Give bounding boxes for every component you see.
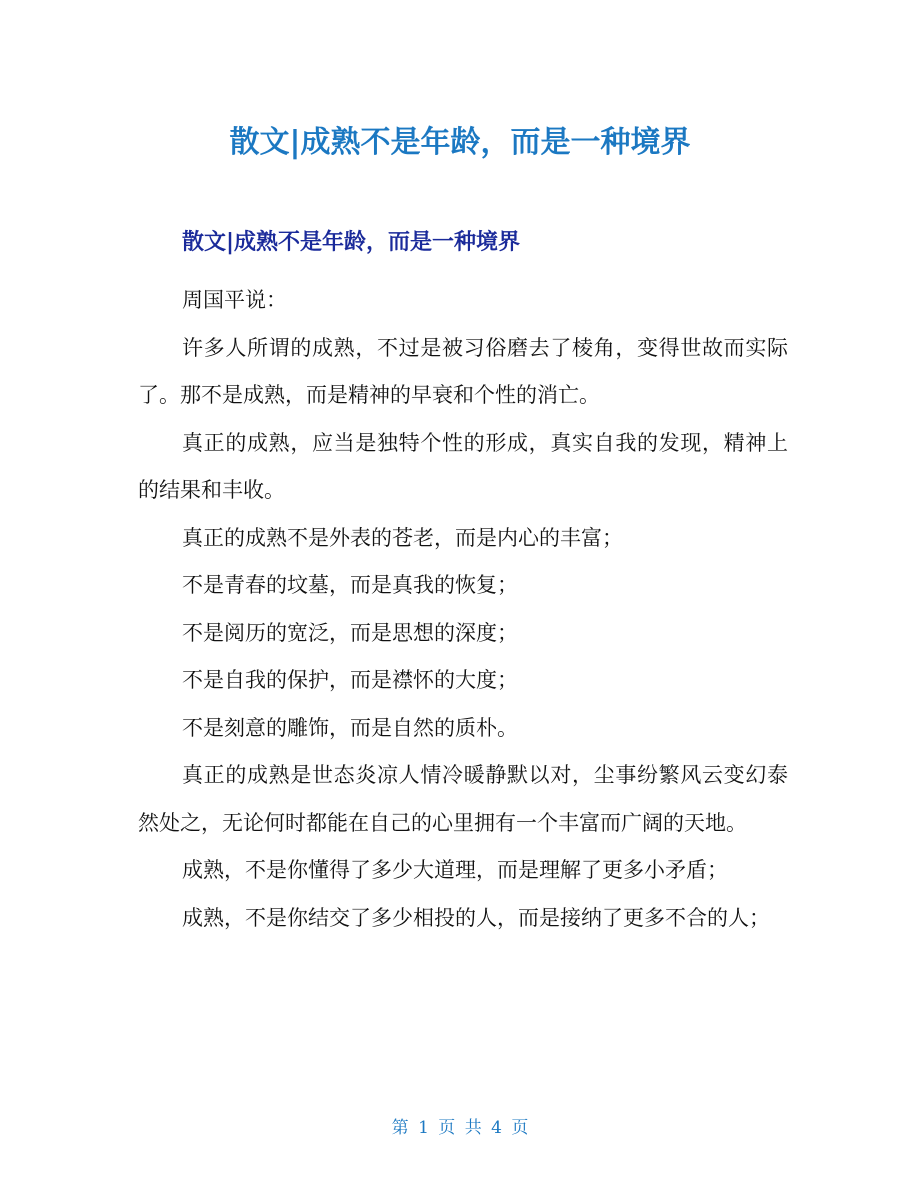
paragraph: 成熟，不是你懂得了多少大道理，而是理解了更多小矛盾； [182, 858, 728, 882]
paragraph: 不是青春的坟墓，而是真我的恢复； [182, 573, 518, 597]
page-number-footer: 第 1 页 共 4 页 [391, 1118, 529, 1138]
paragraph: 不是刻意的雕饰，而是自然的质朴。 [182, 715, 518, 740]
paragraph: 许多人所谓的成熟，不过是被习俗磨去了棱角，变得世故而实际了。那不是成熟，而是精神的早衰和个性的消亡。 [138, 335, 788, 407]
paragraph: 真正的成熟，应当是独特个性的形成，真实自我的发现，精神上的结果和丰收。 [138, 430, 788, 502]
page-title: 散文|成熟不是年龄，而是一种境界 [229, 125, 691, 160]
paragraph: 真正的成熟不是外表的苍老，而是内心的丰富； [182, 525, 623, 550]
article-heading: 散文|成熟不是年龄，而是一种境界 [182, 230, 521, 255]
paragraph: 不是自我的保护，而是襟怀的大度； [182, 668, 518, 692]
paragraph: 真正的成熟是世态炎凉人情冷暖静默以对，尘事纷繁风云变幻泰然处之，无论何时都能在自己的心里拥有一个丰富而广阔的天地。 [138, 763, 788, 835]
paragraph: 周国平说： [182, 288, 287, 312]
paragraph: 成熟，不是你结交了多少相投的人，而是接纳了更多不合的人； [182, 905, 770, 930]
article-body [138, 277, 788, 942]
paragraph: 不是阅历的宽泛，而是思想的深度； [182, 620, 518, 645]
